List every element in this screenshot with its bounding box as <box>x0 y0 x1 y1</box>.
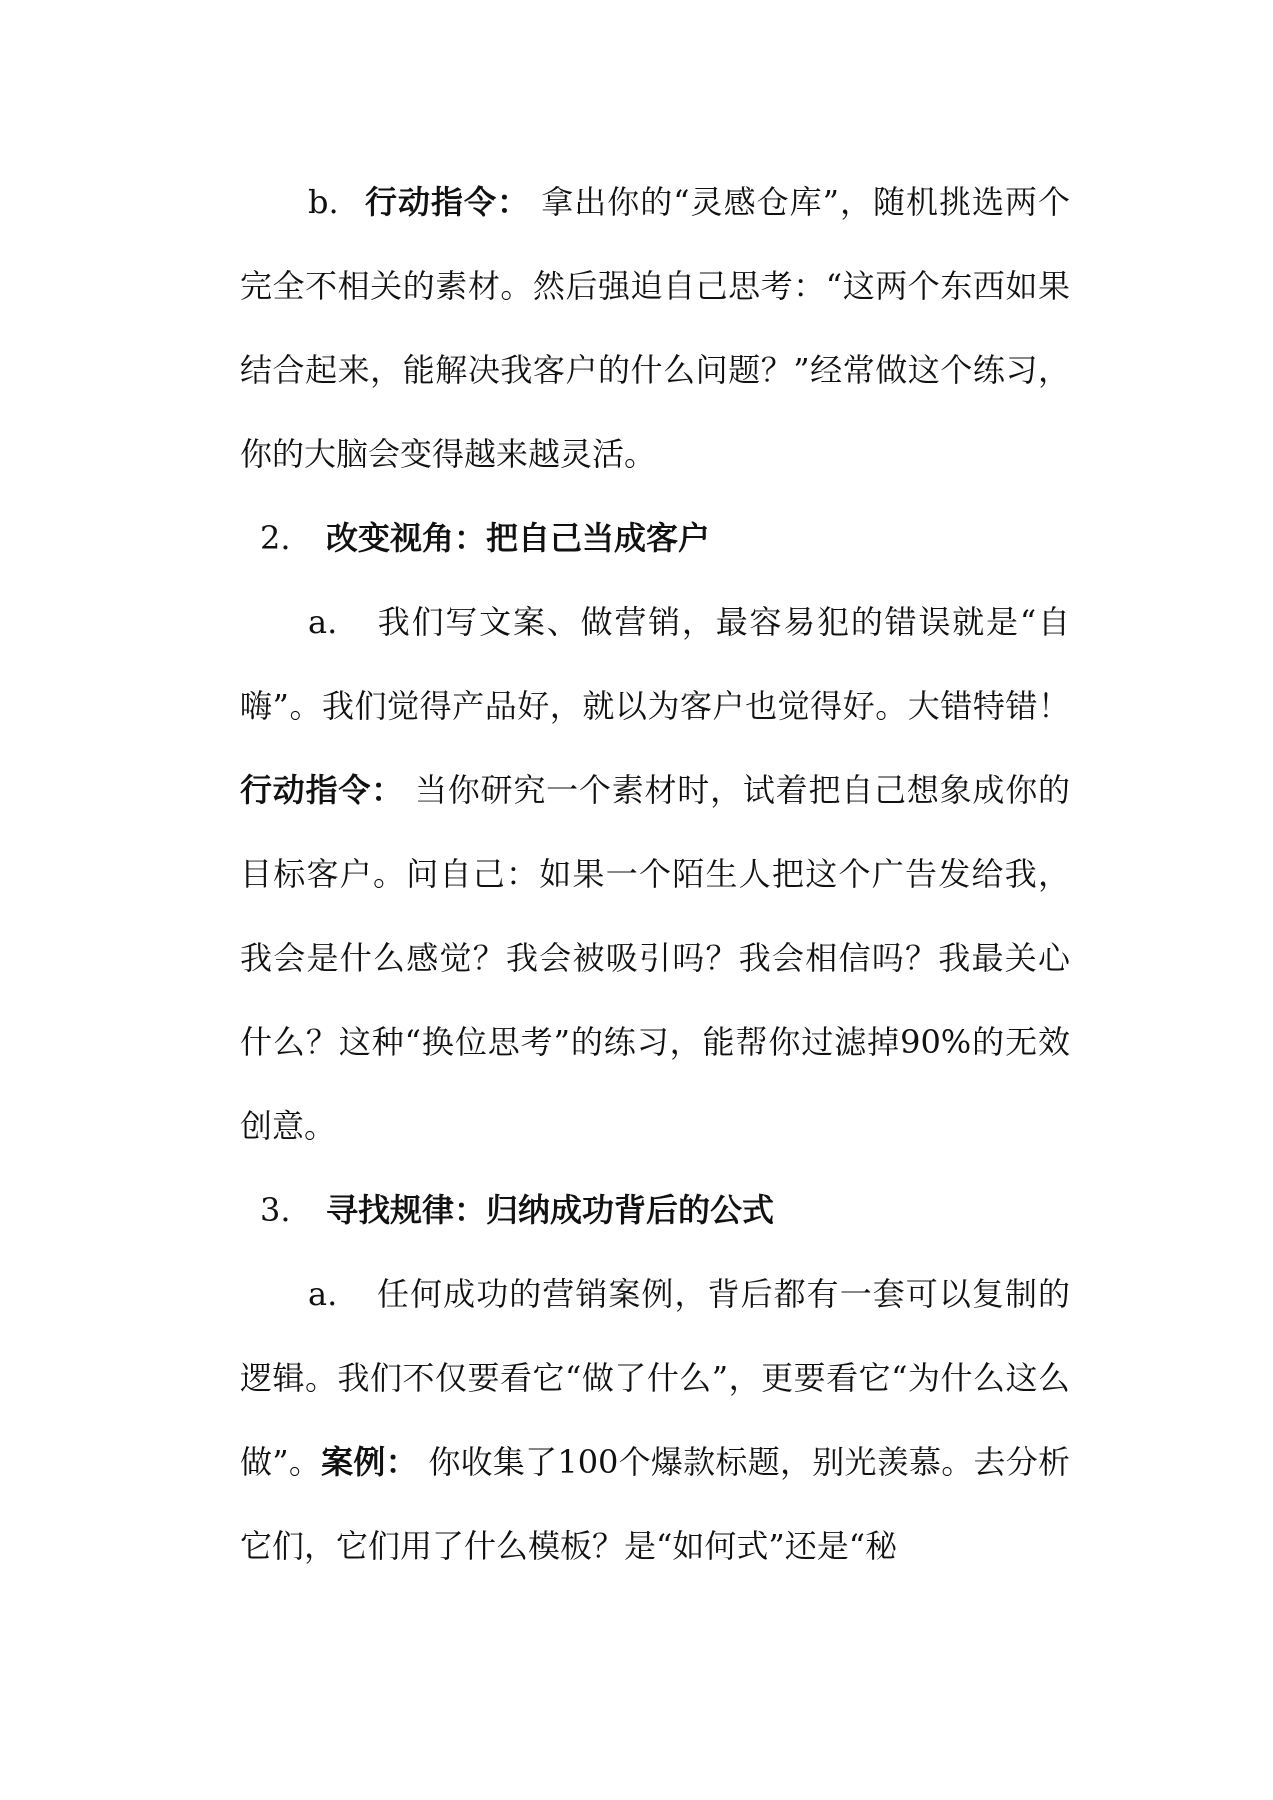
paragraph-3a <box>240 1252 1070 1588</box>
section-title: 寻找规律：归纳成功背后的公式 <box>326 1191 775 1229</box>
paragraph-b <box>240 160 1070 496</box>
section-title: 改变视角：把自己当成客户 <box>326 519 711 557</box>
paragraph-text-continued: 当你研究一个素材时，试着把自己想象成你的目标客户。问自己：如果一个陌生人把这个广告发给我，我会是什么感觉？我会被吸引吗？我会相信吗？我最关心什么？这种“换位思考”的练习，能帮你过滤掉90%的无效创意。 <box>240 771 1070 1145</box>
bold-label: 行动指令： <box>240 771 404 809</box>
list-marker: b. <box>308 183 339 221</box>
paragraph-text-continued: 你收集了100个爆款标题，别光羡慕。去分析它们，它们用了什么模板？是“如何式”还是“秘 <box>240 1443 1070 1565</box>
list-marker: a. <box>308 1275 338 1313</box>
paragraph-text: 任何成功的营销案例，背后都有一套可以复制的逻辑。我们不仅要看它“做了什么”，更要看它“为什么这么做”。 <box>240 1275 1070 1481</box>
section-number: 2. <box>260 519 291 557</box>
bold-label: 行动指令： <box>364 183 531 221</box>
list-marker: a. <box>308 603 338 641</box>
section-heading-2 <box>240 496 1070 580</box>
paragraph-text: 拿出你的“灵感仓库”，随机挑选两个完全不相关的素材。然后强迫自己思考：“这两个东西如果结合起来，能解决我客户的什么问题？”经常做这个练习，你的大脑会变得越来越灵活。 <box>240 183 1070 473</box>
bold-label: 案例： <box>321 1443 418 1481</box>
paragraph-text: 我们写文案、做营销，最容易犯的错误就是“自嗨”。我们觉得产品好，就以为客户也觉得好。大错特错！ <box>240 603 1070 725</box>
paragraph-2a <box>240 580 1070 1168</box>
section-number: 3. <box>260 1191 291 1229</box>
section-heading-3 <box>240 1168 1070 1252</box>
body-column <box>240 160 1070 1588</box>
